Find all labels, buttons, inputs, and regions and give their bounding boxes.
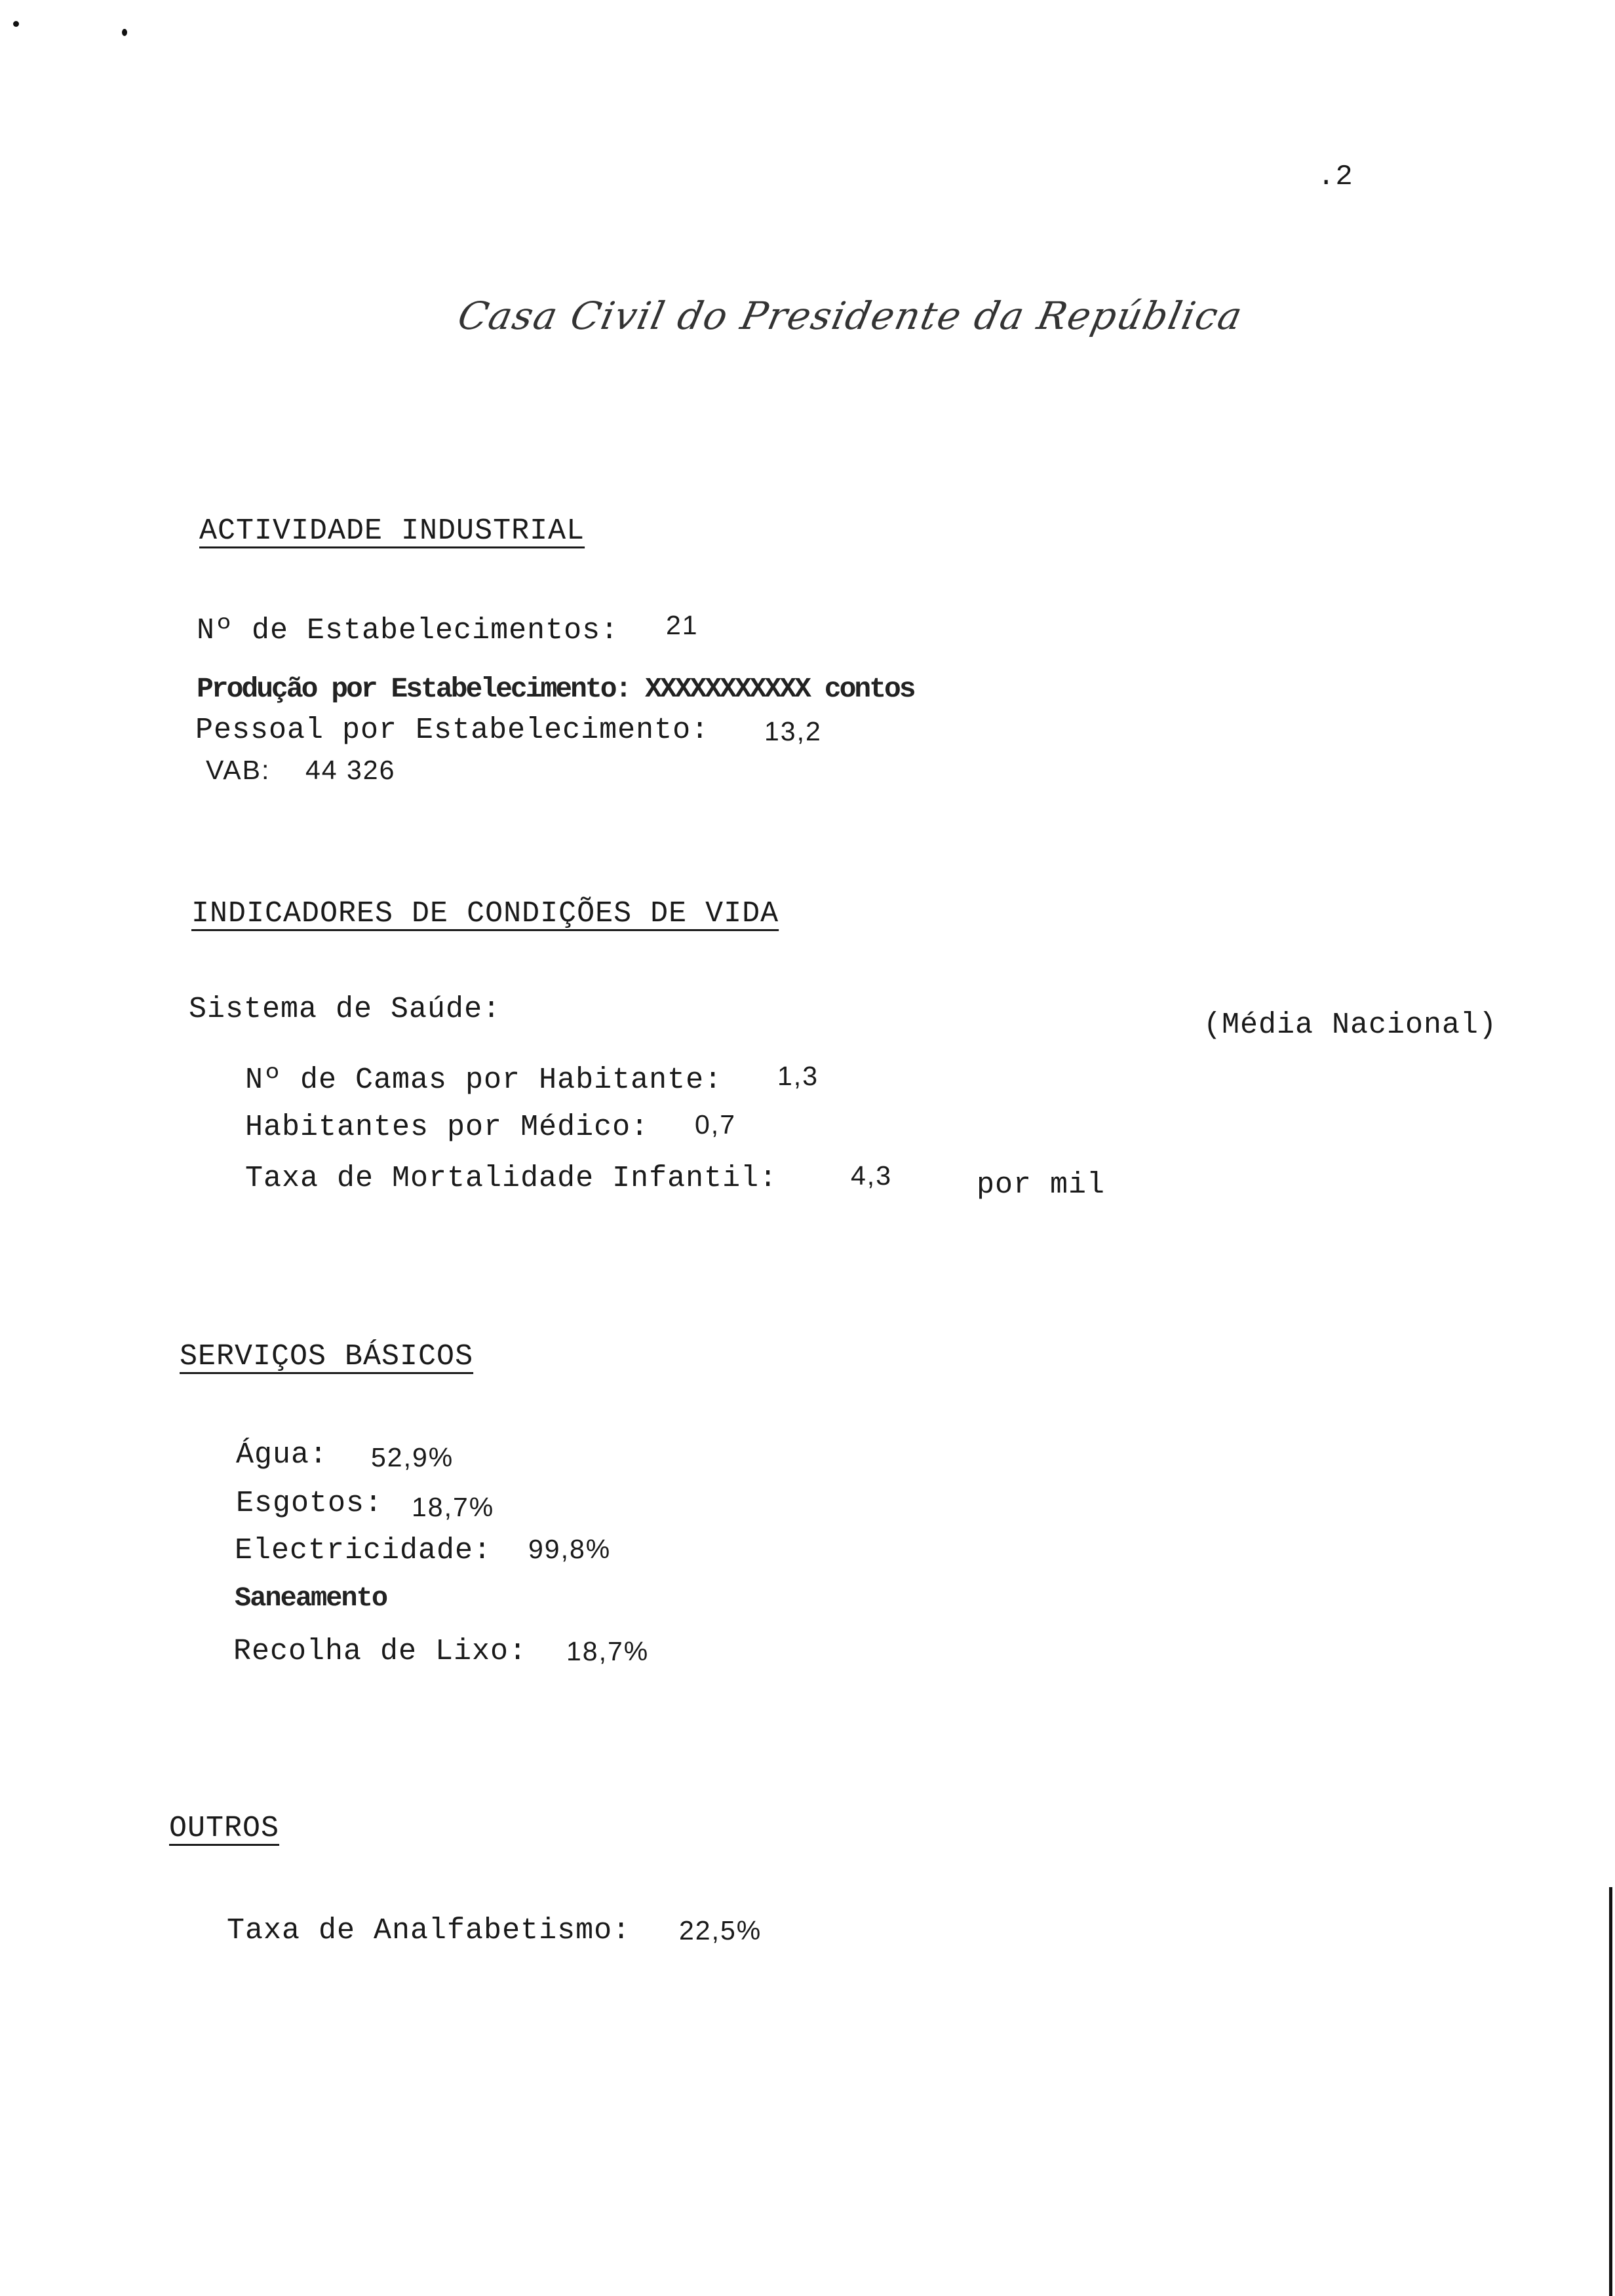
beds-value: 1,3 <box>777 1061 819 1091</box>
letterhead: Casa Civil do Presidente da República <box>454 294 1247 338</box>
electricity-label: Electricidade: <box>235 1534 492 1567</box>
mortality-unit: por mil <box>977 1168 1106 1202</box>
sewage-label: Esgotos: <box>236 1487 383 1520</box>
mortality-value: 4,3 <box>851 1160 892 1191</box>
scan-speck <box>122 29 127 36</box>
establishments-value: 21 <box>666 610 699 640</box>
health-system-label: Sistema de Saúde: <box>189 993 501 1026</box>
doctors-label: Habitantes por Médico: <box>245 1111 650 1144</box>
heading-outros: OUTROS <box>169 1812 280 1845</box>
mortality-label: Taxa de Mortalidade Infantil: <box>245 1162 778 1195</box>
staff-value: 13,2 <box>764 716 822 746</box>
electricity-value: 99,8% <box>528 1534 612 1564</box>
doctors-value: 0,7 <box>695 1109 736 1139</box>
sewage-value: 18,7% <box>412 1492 495 1522</box>
vab-label: VAB: <box>206 755 271 785</box>
scan-edge-line <box>1609 1887 1612 2296</box>
staff-label: Pessoal por Estabelecimento: <box>195 714 710 747</box>
water-label: Água: <box>236 1438 328 1472</box>
garbage-value: 18,7% <box>566 1636 650 1666</box>
establishments-label: Nº de Estabelecimentos: <box>197 614 619 647</box>
beds-label: Nº de Camas por Habitante: <box>245 1063 723 1097</box>
national-average-label: (Média Nacional) <box>1203 1008 1498 1042</box>
illiteracy-label: Taxa de Analfabetismo: <box>227 1914 631 1947</box>
garbage-label: Recolha de Lixo: <box>233 1635 528 1668</box>
page-number: .2 <box>1317 161 1353 193</box>
illiteracy-value: 22,5% <box>679 1915 762 1945</box>
heading-indicadores-condicoes-vida: INDICADORES DE CONDIÇÕES DE VIDA <box>191 897 779 930</box>
vab-value: 44 326 <box>305 755 396 785</box>
scan-speck <box>13 21 19 27</box>
struck-out-line: Produção por Estabelecimento: XXXXXXXXXXX contos <box>197 673 914 705</box>
struck-out-service: Saneamento <box>235 1582 387 1614</box>
water-value: 52,9% <box>371 1442 454 1472</box>
heading-servicos-basicos: SERVIÇOS BÁSICOS <box>180 1340 474 1373</box>
heading-actividade-industrial: ACTIVIDADE INDUSTRIAL <box>199 514 585 548</box>
